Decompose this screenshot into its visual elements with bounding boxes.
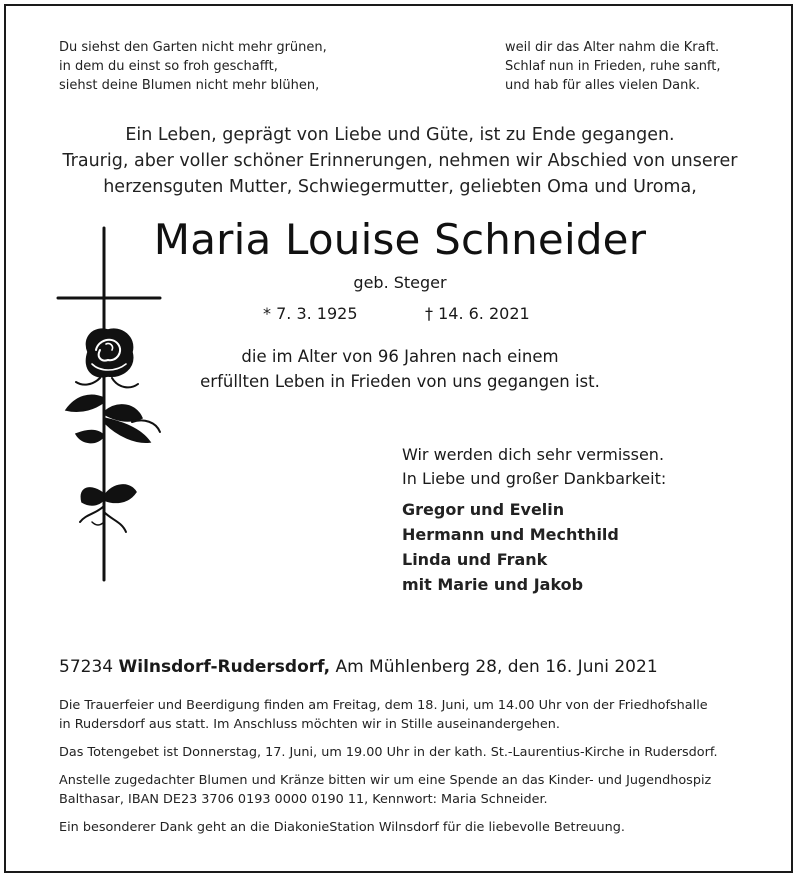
address-street-date: Am Mühlenberg 28, den 16. Juni 2021 bbox=[335, 657, 658, 677]
poem-line: weil dir das Alter nahm die Kraft. bbox=[505, 40, 720, 55]
intro-text bbox=[40, 122, 760, 200]
passed-line: die im Alter von 96 Jahren nach einem bbox=[241, 347, 559, 366]
poem-line: und hab für alles vielen Dank. bbox=[505, 78, 700, 93]
note-funeral bbox=[59, 696, 718, 734]
family-list bbox=[402, 497, 619, 597]
mourning-line: In Liebe und großer Dankbarkeit: bbox=[402, 469, 667, 488]
address-town: Wilnsdorf-Rudersdorf, bbox=[118, 657, 331, 677]
poem-line: Du siehst den Garten nicht mehr grünen, bbox=[59, 40, 327, 55]
passed-text bbox=[100, 344, 700, 394]
birth-date: * 7. 3. 1925 bbox=[263, 304, 358, 323]
note-donation bbox=[59, 771, 718, 809]
poem-line: siehst deine Blumen nicht mehr blühen, bbox=[59, 78, 320, 93]
family-item: Hermann und Mechthild bbox=[402, 525, 619, 544]
intro-line: Traurig, aber voller schöner Erinnerungen, nehmen wir Abschied von unserer bbox=[62, 151, 738, 171]
address-zip: 57234 bbox=[59, 657, 114, 677]
death-date: † 14. 6. 2021 bbox=[425, 304, 530, 323]
birth-name: geb. Steger bbox=[353, 273, 447, 292]
note-line: in Rudersdorf aus statt. Im Anschluss möchten wir in Stille auseinandergehen. bbox=[59, 717, 560, 732]
poem-right bbox=[505, 38, 721, 95]
family-item: Linda und Frank bbox=[402, 550, 548, 569]
family-item: Gregor und Evelin bbox=[402, 500, 565, 519]
note-prayer bbox=[59, 743, 718, 762]
intro-line: Ein Leben, geprägt von Liebe und Güte, ist zu Ende gegangen. bbox=[125, 125, 675, 145]
note-line: Die Trauerfeier und Beerdigung finden am Freitag, dem 18. Juni, um 14.00 Uhr von der Friedhofshalle bbox=[59, 698, 708, 713]
note-line: Das Totengebet ist Donnerstag, 17. Juni, um 19.00 Uhr in der kath. St.-Laurentius-Kirche in Rudersdorf. bbox=[59, 745, 718, 760]
poem-line: in dem du einst so froh geschafft, bbox=[59, 59, 278, 74]
note-line: Anstelle zugedachter Blumen und Kränze bitten wir um eine Spende an das Kinder- und Jugendhospiz bbox=[59, 773, 712, 788]
mourning-message bbox=[402, 443, 666, 491]
passed-line: erfüllten Leben in Frieden von uns gegangen ist. bbox=[200, 372, 600, 391]
mourning-line: Wir werden dich sehr vermissen. bbox=[402, 445, 665, 464]
note-line: Ein besonderer Dank geht an die DiakonieStation Wilnsdorf für die liebevolle Betreuung. bbox=[59, 820, 625, 835]
poem-left bbox=[59, 38, 327, 95]
note-thanks bbox=[59, 818, 718, 837]
intro-line: herzensguten Mutter, Schwiegermutter, geliebten Oma und Uroma, bbox=[103, 177, 697, 197]
poem-line: Schlaf nun in Frieden, ruhe sanft, bbox=[505, 59, 721, 74]
family-item: mit Marie und Jakob bbox=[402, 575, 584, 594]
service-notes bbox=[59, 696, 718, 846]
address-line bbox=[59, 656, 658, 678]
deceased-name: Maria Louise Schneider bbox=[153, 215, 647, 264]
note-line: Balthasar, IBAN DE23 3706 0193 0000 0190 11, Kennwort: Maria Schneider. bbox=[59, 792, 548, 807]
